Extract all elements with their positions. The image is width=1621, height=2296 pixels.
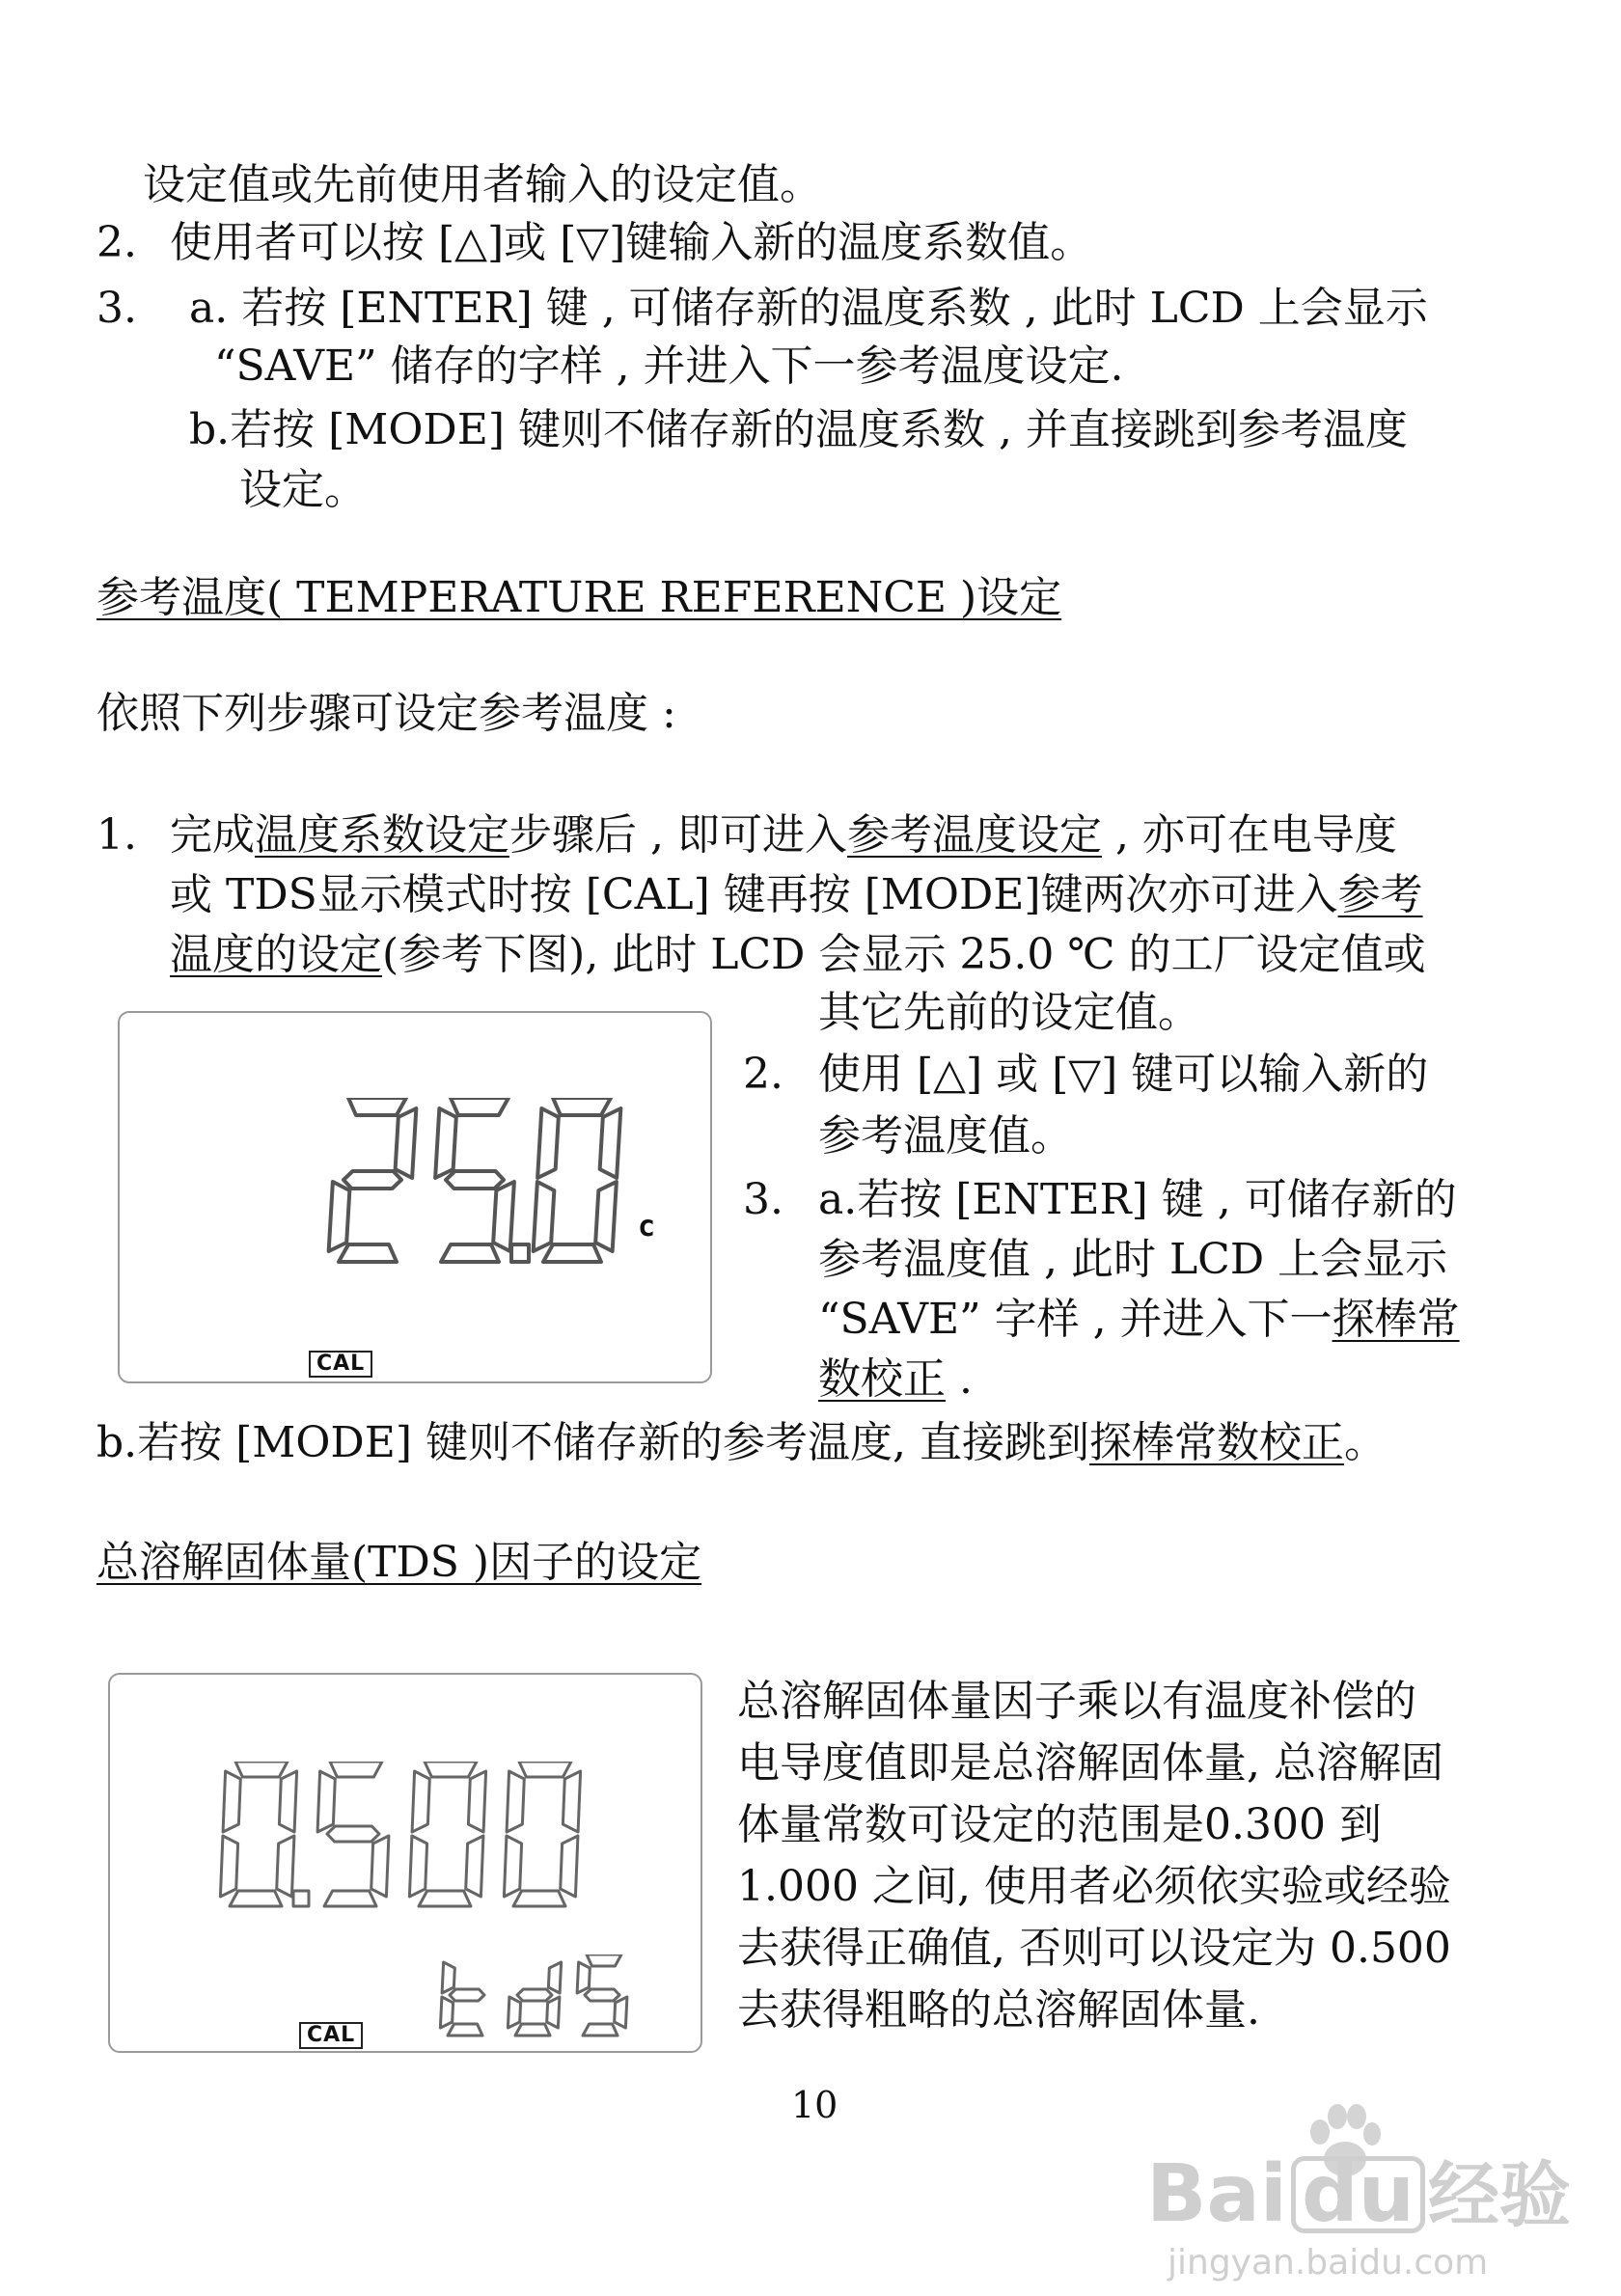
lcd-segment: [327, 1826, 379, 1842]
step2-line1: 使用 [△] 或 [▽] 键可以输入新的: [818, 1050, 1429, 1099]
lcd-decimal-point: [511, 1244, 529, 1262]
lcd-segment: [561, 1836, 578, 1897]
lcd-segment: [577, 1962, 590, 1993]
ref-intro: 依照下列步骤可设定参考温度 :: [96, 689, 676, 738]
link-ref-temp-setting[interactable]: 参考: [1337, 870, 1423, 919]
step3-line2: 参考温度值 , 此时 LCD 上会显示: [818, 1235, 1448, 1284]
lcd-segment: [440, 1997, 453, 2028]
item2-text: 使用者可以按 [△]或 [▽]键输入新的温度系数值。: [170, 218, 1093, 267]
list-number: 2.: [743, 1050, 783, 1099]
lcd-segment: [547, 1997, 560, 2028]
lcd-segment: [534, 1182, 555, 1251]
step3-line4: [818, 1351, 973, 1408]
lcd-segment: [425, 1762, 477, 1777]
lcd-segment: [235, 1762, 288, 1777]
item3a-line2: “SAVE” 储存的字样 , 并进入下一参考温度设定.: [214, 342, 1124, 391]
lcd-segment: [466, 1836, 483, 1897]
lcd-segment: [412, 1771, 429, 1832]
text: 或 TDS显示模式时按 [CAL] 键再按 [MODE]键两次亦可进入: [170, 870, 1338, 919]
watermark-cn: 经验: [1428, 2154, 1571, 2237]
step2-line2: 参考温度值。: [818, 1111, 1073, 1161]
lcd-decimal-point: [293, 1891, 309, 1906]
step1-line4: 其它先前的设定值。: [818, 988, 1200, 1037]
lcd-segment: [448, 2024, 482, 2036]
watermark: [1139, 2103, 1582, 2286]
text: 步骤后 , 即可进入: [509, 810, 847, 860]
text: 。: [1343, 1418, 1387, 1467]
lcd-segment: [419, 1891, 471, 1906]
lcd-segment: [563, 1771, 580, 1832]
lcd-segment: [230, 1891, 282, 1906]
list-number: 3.: [743, 1175, 783, 1224]
lcd-segment: [553, 1098, 611, 1115]
lcd-segment: [468, 1771, 485, 1832]
item3a-line1: a. 若按 [ENTER] 键 , 可储存新的温度系数 , 此时 LCD 上会显示: [189, 284, 1428, 333]
step3-line3: [818, 1291, 1460, 1349]
lcd-display-ref-temp: [118, 1011, 712, 1383]
lcd-segment: [441, 1244, 499, 1262]
lcd-segment: [339, 1244, 397, 1262]
lcd-segment: [595, 1182, 617, 1251]
lcd-segment: [317, 1771, 335, 1832]
list-number: 1.: [96, 810, 137, 860]
lcd-segment: [435, 1108, 456, 1178]
lcd-segment: [513, 1891, 565, 1906]
watermark-brand-du: du: [1291, 2156, 1425, 2233]
lcd-segment: [543, 1244, 601, 1262]
item3b-line2: 设定。: [239, 465, 367, 514]
lcd-badge-cal: CAL: [309, 1351, 372, 1378]
lcd-segment: [600, 1108, 621, 1178]
list-number: 3.: [96, 284, 137, 333]
text: 完成: [170, 810, 255, 860]
lcd-segment: [343, 1171, 401, 1189]
lcd-segment: [446, 1171, 504, 1189]
step1-line3: [170, 926, 1426, 984]
step1-line1: [170, 806, 1397, 864]
tds-para-line2: 电导度值即是总溶解固体量, 总溶解固: [737, 1738, 1443, 1788]
section-a-line1: 设定值或先前使用者输入的设定值。: [143, 160, 822, 209]
lcd-digits-0.500: [216, 1762, 621, 1916]
lcd-segment: [329, 1182, 350, 1251]
lcd-segment: [587, 1954, 621, 1966]
lcd-segment: [223, 1771, 240, 1832]
lcd-segment: [450, 1989, 484, 2001]
watermark-brand-bai: Bai: [1146, 2148, 1287, 2240]
lcd-segment: [517, 1989, 552, 2001]
lcd-segment: [615, 1997, 627, 2028]
link-temp-coef-setup[interactable]: 温度系数设定: [255, 810, 509, 860]
watermark-brand: [1146, 2148, 1425, 2240]
lcd-segment: [583, 2024, 618, 2036]
lcd-segment: [548, 1962, 561, 1993]
watermark-url: jingyan.baidu.com: [1168, 2243, 1489, 2282]
lcd-segment: [324, 1891, 376, 1906]
lcd-segment: [409, 1836, 426, 1897]
text: , 亦可在电导度: [1101, 810, 1397, 860]
lcd-segment: [277, 1836, 294, 1897]
text: “SAVE” 字样 , 并进入下一: [818, 1295, 1333, 1344]
tds-para-line1: 总溶解固体量因子乘以有温度补偿的: [737, 1677, 1416, 1726]
lcd-segment: [493, 1182, 514, 1251]
step3-line1: a.若按 [ENTER] 键 , 可储存新的: [818, 1175, 1457, 1224]
link-probe-const-cal[interactable]: 数校正: [818, 1354, 946, 1404]
lcd-segment: [508, 1997, 520, 2028]
lcd-display-tds: [108, 1673, 702, 2053]
lcd-segment: [330, 1762, 382, 1777]
lcd-digits-25.0: [322, 1098, 708, 1271]
page-number: 10: [791, 2084, 838, 2126]
step3b-line: [96, 1414, 1387, 1472]
lcd-segment: [537, 1108, 559, 1178]
link-ref-temp-setting[interactable]: 温度的设定: [170, 930, 382, 979]
section-heading-ref-temp: 参考温度( TEMPERATURE REFERENCE )设定: [96, 573, 1062, 622]
lcd-segment: [451, 1098, 508, 1115]
lcd-segment: [504, 1836, 521, 1897]
tds-para-line5: 去获得正确值, 否则可以设定为 0.500: [737, 1924, 1451, 1973]
text: b.若按 [MODE] 键则不储存新的参考温度, 直接跳到: [96, 1418, 1089, 1467]
lcd-segment: [279, 1771, 296, 1832]
lcd-segment: [515, 2024, 550, 2036]
link-probe-const-cal[interactable]: 探棒常数校正: [1088, 1418, 1344, 1467]
lcd-segment: [371, 1836, 389, 1897]
link-ref-temp-setup[interactable]: 参考温度设定: [846, 810, 1102, 860]
link-probe-const-cal[interactable]: 探棒常: [1332, 1295, 1460, 1344]
lcd-segment: [585, 1989, 619, 2001]
tds-para-line4: 1.000 之间, 使用者必须依实验或经验: [737, 1862, 1451, 1911]
lcd-mode-tds: [436, 1954, 648, 2041]
lcd-segment: [519, 1762, 571, 1777]
lcd-unit-c: c: [638, 1210, 656, 1244]
step1-line2: [170, 866, 1423, 924]
lcd-segment: [442, 1962, 454, 1993]
tds-para-line3: 体量常数可设定的范围是0.300 到: [737, 1800, 1382, 1849]
text: (参考下图), 此时 LCD 会显示 25.0 ℃ 的工厂设定值或: [382, 930, 1426, 979]
text: .: [946, 1354, 973, 1404]
lcd-segment: [507, 1771, 524, 1832]
lcd-badge-cal: CAL: [299, 2022, 363, 2049]
item3b-line1: b.若按 [MODE] 键则不储存新的温度系数 , 并直接跳到参考温度: [189, 405, 1408, 454]
lcd-segment: [220, 1836, 237, 1897]
section-heading-tds: 总溶解固体量(TDS )因子的设定: [96, 1538, 702, 1587]
tds-para-line6: 去获得粗略的总溶解固体量.: [737, 1985, 1260, 2035]
lcd-segment: [396, 1108, 417, 1178]
lcd-segment: [348, 1098, 406, 1115]
list-number: 2.: [96, 218, 137, 267]
